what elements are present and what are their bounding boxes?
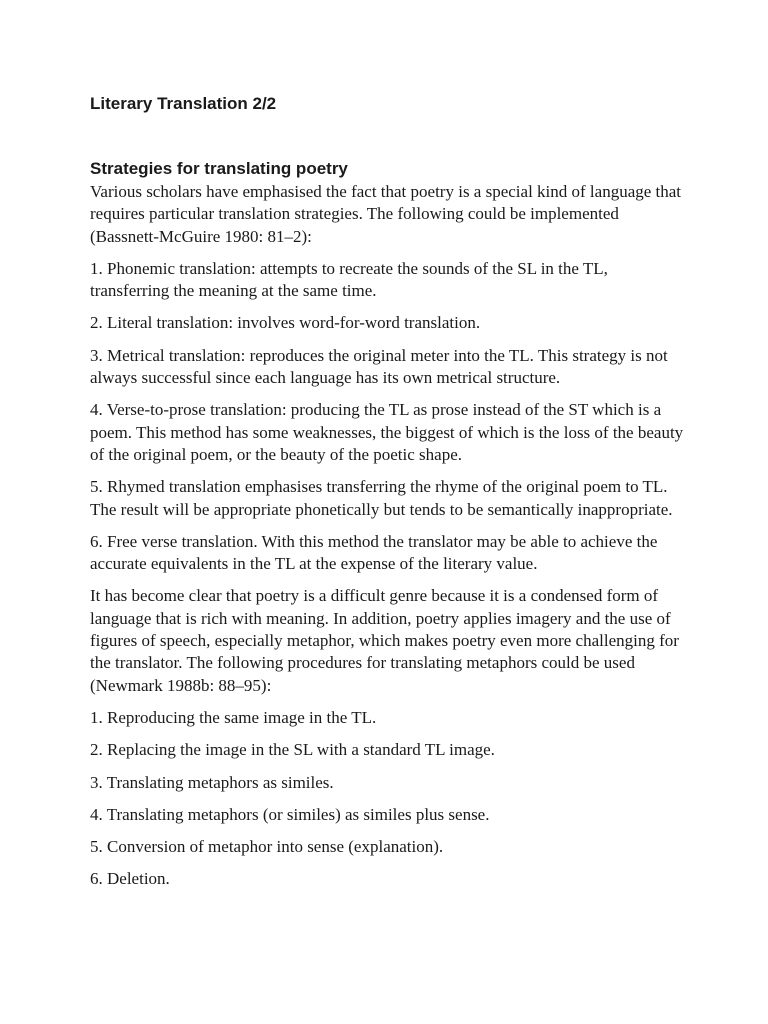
strategy-item-5: 5. Rhymed translation emphasises transferring the rhyme of the original poem to TL. The result will be appropriate phonetically but tends to be semantically inappropriate. (90, 477, 673, 519)
document-title: Literary Translation 2/2 (90, 94, 277, 113)
procedure-item-2: 2. Replacing the image in the SL with a standard TL image. (90, 740, 495, 760)
procedure-item-1: 1. Reproducing the same image in the TL. (90, 707, 377, 727)
strategy-item-1: 1. Phonemic translation: attempts to recreate the sounds of the SL in the TL, transferring the meaning at the same time. (90, 258, 608, 301)
procedure-item-5: 5. Conversion of metaphor into sense (explanation). (90, 837, 444, 857)
strategy-item-2: 2. Literal translation: involves word-for-word translation. (90, 313, 481, 333)
strategy-item-3: 3. Metrical translation: reproduces the original meter into the TL. This strategy is not always successful since each language has its own metrical structure. (90, 345, 668, 388)
intro-paragraph: Various scholars have emphasised the fact that poetry is a special kind of language that requires particular translation strategies. The following could be implemented (Bassnett-McGuire 1980: 81–2): (90, 182, 682, 246)
strategy-item-6: 6. Free verse translation. With this method the translator may be able to achieve the accurate equivalents in the TL at the expense of the literary value. (90, 531, 658, 574)
metaphor-paragraph: It has become clear that poetry is a difficult genre because it is a condensed form of language that is rich with meaning. In addition, poetry applies imagery and the use of figures of speech, especially metaphor, which makes poetry even more challenging for the translator. The following procedures for translating metaphors could be used (Newmark 1988b: 88–95): (90, 586, 679, 695)
document-page (90, 92, 690, 891)
procedure-item-4: 4. Translating metaphors (or similes) as similes plus sense. (90, 804, 490, 824)
strategy-item-4: 4. Verse-to-prose translation: producing the TL as prose instead of the ST which is a poem. This method has some weaknesses, the biggest of which is the loss of the beauty of the original poem, or the beauty of the poetic shape. (90, 400, 684, 464)
procedure-item-6: 6. Deletion. (90, 869, 170, 889)
section-heading: Strategies for translating poetry (90, 159, 348, 178)
procedure-item-3: 3. Translating metaphors as similes. (90, 772, 334, 792)
